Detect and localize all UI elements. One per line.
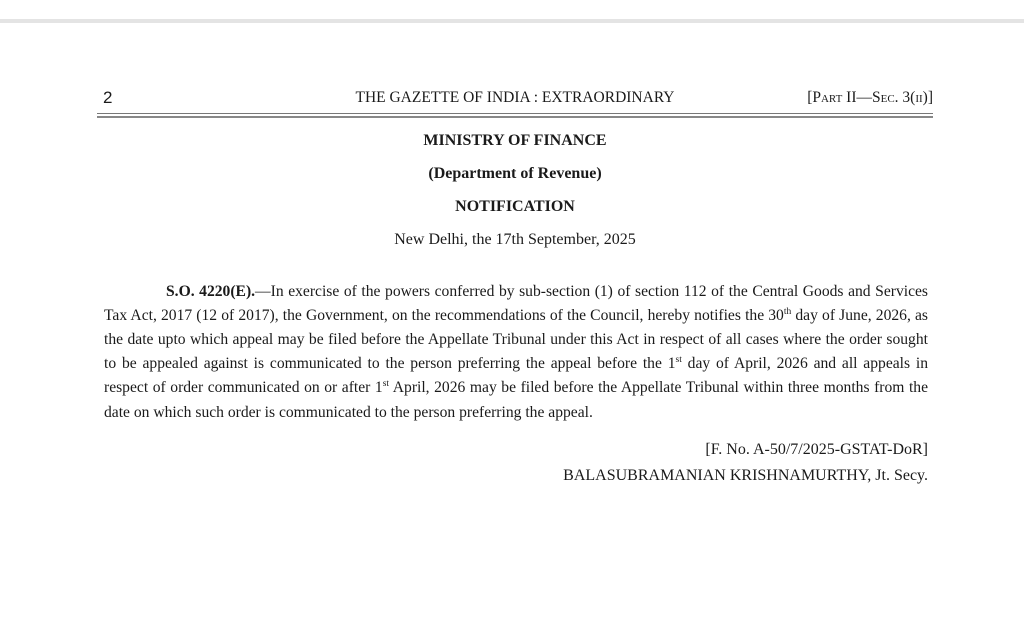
ordinal-suffix: th	[783, 306, 792, 317]
notification-heading: NOTIFICATION	[455, 198, 575, 215]
so-number: S.O. 4220(E).	[166, 282, 256, 300]
department-heading: (Department of Revenue)	[428, 165, 602, 182]
notification-body	[104, 280, 928, 425]
file-number: [F. No. A-50/7/2025-GSTAT-DoR]	[705, 441, 928, 458]
running-header	[97, 88, 933, 110]
body-text-4: April, 2026 may be filed before the Appellate Tribunal within three months from the date on which such order is communicated to the person preferring the appeal.	[104, 379, 928, 421]
page-number: 2	[103, 88, 113, 107]
header-rule-top	[97, 113, 933, 114]
body-text-1: —In exercise of the powers conferred by sub-section (1) of section 112 of the Central Goods and Services Tax Act, 2017 (12 of 2017), the Government, on the recommendations of the Council, hereby notifies the 30	[104, 282, 928, 324]
place-date-line: New Delhi, the 17th September, 2025	[394, 231, 636, 248]
ordinal-suffix: st	[382, 379, 390, 390]
signatory: BALASUBRAMANIAN KRISHNAMURTHY, Jt. Secy.	[563, 467, 928, 484]
body-text-2: day of June, 2026, as the date upto which appeal may be filed before the Appellate Tribunal under this Act in respect of all cases where the order sought to be appealed against is communicated to the person preferring the appeal before the 1	[104, 306, 929, 373]
publication-title: THE GAZETTE OF INDIA : EXTRAORDINARY	[355, 89, 675, 106]
part-section-label: [Part II—Sec. 3(ii)]	[807, 89, 933, 106]
ministry-heading: MINISTRY OF FINANCE	[423, 132, 607, 149]
ordinal-suffix: st	[675, 355, 682, 366]
header-rule-bottom	[97, 116, 933, 118]
body-text-3: day of April, 2026 and all appeals in respect of order communicated on or after 1	[104, 355, 928, 397]
